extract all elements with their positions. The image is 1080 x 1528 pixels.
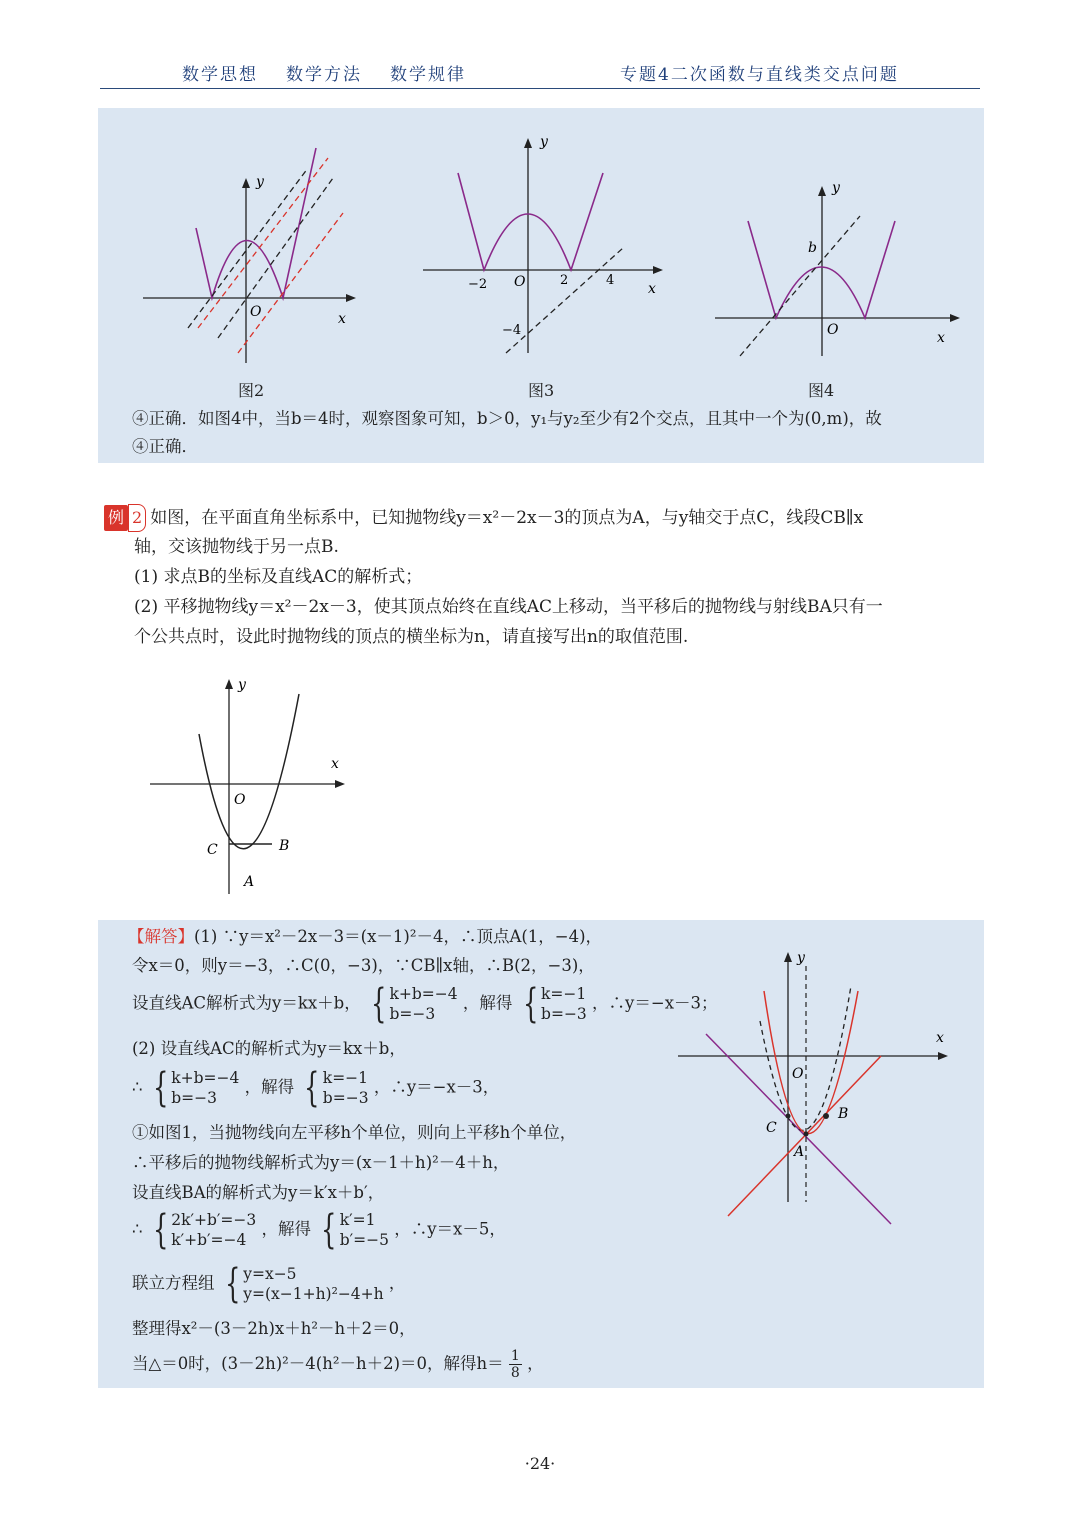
equation-system-6: { k′=1 b′=−5	[321, 1207, 389, 1253]
fig3-label-y: y	[540, 134, 548, 150]
solution-text-12a: 当△＝0时，(3－2h)²－4(h²－h＋2)＝0，解得h＝	[132, 1354, 504, 1373]
equation-system-3: { k+b=−4 b=−3	[152, 1065, 240, 1111]
fig2-dashed-red-2	[238, 213, 343, 353]
fig3-tick-2: 2	[560, 273, 569, 288]
page-number: ·24·	[524, 1454, 556, 1473]
fig2-curve	[196, 148, 316, 298]
solution-text-3a: 设直线AC解析式为y＝kx＋b，	[132, 993, 361, 1013]
fig3-dashed-line	[506, 248, 623, 353]
fraction-numerator: 1	[510, 1348, 520, 1364]
solfig-label-a: A	[794, 1144, 805, 1160]
example-question-2a: (2) 平移抛物线y＝x²－2x－3，使其顶点始终在直线AC上移动，当平移后的抛物线与射线BA只有一	[134, 597, 883, 617]
fig2-dashed-black-1	[188, 168, 308, 328]
fig4-label-b: b	[808, 240, 817, 256]
solution-figure	[676, 946, 966, 1226]
sys7-row2: y=(x−1+h)²−4+h	[243, 1285, 384, 1303]
exfig-label-y: y	[238, 677, 246, 693]
solution-text-3c: ，∴y＝−x－3；	[592, 993, 718, 1013]
solfig-label-c: C	[766, 1120, 777, 1136]
solfig-point-b	[823, 1113, 829, 1119]
solution-line-3	[132, 981, 718, 1027]
fig3-caption: 图3	[528, 381, 555, 400]
example-number: 2	[128, 504, 146, 532]
fig4-label-y: y	[832, 180, 840, 196]
fig3-label-x: x	[648, 281, 656, 297]
sys6-row1: k′=1	[339, 1211, 376, 1229]
fig4-label-x: x	[937, 330, 945, 346]
solfig-label-x: x	[936, 1030, 944, 1046]
equation-system-5: { 2k′+b′=−3 k′+b′=−4	[152, 1207, 257, 1253]
example-figure	[145, 672, 355, 902]
fig4-dashed-line	[740, 216, 860, 356]
solution-text-5c: ，∴y＝−x－3，	[373, 1077, 500, 1097]
fraction-h	[509, 1348, 522, 1381]
sys3-row1: k+b=−4	[171, 1069, 240, 1087]
equation-system-7: { y=x−5 y=(x−1+h)²−4+h	[224, 1261, 384, 1307]
header-tag-method: 数学方法	[286, 65, 362, 85]
solfig-label-b: B	[838, 1106, 849, 1122]
solution-label: 【解答】	[128, 927, 194, 946]
box1-text-line1: ④正确．如图4中，当b＝4时，观察图象可知，b＞0，y₁与y₂至少有2个交点，且其中一个为(0,m)，故	[132, 409, 882, 428]
fig4-y-arrow	[818, 186, 826, 196]
solfig-label-y: y	[797, 950, 805, 966]
header-tag-thought: 数学思想	[182, 65, 258, 85]
solution-line-9	[132, 1207, 506, 1253]
fig3-curve	[458, 173, 603, 270]
solution-text-9b: ，解得	[261, 1219, 311, 1239]
equation-system-2: { k=−1 b=−3	[522, 981, 587, 1027]
solfig-y-arrow	[784, 952, 792, 962]
solution-line-1	[128, 926, 602, 948]
solution-line-5	[132, 1065, 500, 1111]
fig2-dashed-black-2	[218, 178, 333, 338]
sys7-row1: y=x−5	[243, 1265, 297, 1283]
example-question-2b: 个公共点时，设此时抛物线的顶点的横坐标为n，请直接写出n的取值范围.	[134, 627, 689, 647]
sys1-row1: k+b=−4	[389, 985, 458, 1003]
solfig-line-ac	[706, 1034, 891, 1224]
sys6-row2: b′=−5	[339, 1231, 389, 1249]
solution-text-3b: ，解得	[462, 993, 513, 1013]
equation-system-4: { k=−1 b=−3	[304, 1065, 369, 1111]
solution-line-11: 整理得x²－(3－2h)x＋h²－h＋2＝0，	[132, 1319, 416, 1338]
exfig-label-a: A	[244, 874, 255, 890]
solfig-point-c	[786, 1114, 791, 1119]
fig3-tick-4: 4	[606, 273, 615, 288]
sys1-row2: b=−3	[389, 1005, 436, 1023]
example-line1	[104, 504, 863, 532]
sys4-row1: k=−1	[322, 1069, 369, 1087]
solution-line-8: 设直线BA的解析式为y＝k′x＋b′，	[132, 1183, 385, 1202]
sys2-row1: k=−1	[541, 985, 587, 1003]
fig3-x-arrow	[653, 266, 663, 274]
fig2-label-y: y	[256, 174, 264, 190]
solution-text-10a: 联立方程组	[132, 1273, 215, 1293]
header-topic-title: 专题4二次函数与直线类交点问题	[620, 65, 899, 85]
figure-3	[418, 128, 668, 358]
fig4-label-o: O	[827, 322, 839, 338]
solution-continued-box	[98, 108, 984, 463]
exfig-label-x: x	[331, 756, 339, 772]
fig2-x-arrow	[346, 294, 356, 302]
fig2-label-o: O	[250, 304, 262, 320]
header-tag-rule: 数学规律	[390, 65, 466, 85]
equation-system-1: { k+b=−4 b=−3	[371, 981, 458, 1027]
example-question-1: (1) 求点B的坐标及直线AC的解析式；	[134, 567, 423, 587]
solution-text-9c: ，∴y＝x－5，	[394, 1219, 506, 1239]
solution-text-9a: ∴	[132, 1219, 143, 1239]
figure-4	[710, 176, 970, 376]
solution-line-2: 令x＝0，则y＝−3，∴C(0，−3)，∵CB∥x轴，∴B(2，−3)，	[132, 956, 595, 975]
exfig-label-c: C	[207, 842, 218, 858]
solution-line-4: (2) 设直线AC的解析式为y＝kx＋b，	[132, 1039, 406, 1058]
solution-line-6: ①如图1，当抛物线向左平移h个单位，则向上平移h个单位，	[132, 1123, 577, 1142]
fig4-x-arrow	[950, 314, 960, 322]
solfig-point-a	[804, 1132, 809, 1137]
fig3-tick-neg4: −4	[502, 323, 522, 338]
figure-2	[138, 138, 368, 378]
solution-line-10	[132, 1261, 406, 1307]
fraction-denominator: 8	[510, 1365, 520, 1381]
solution-box	[98, 920, 984, 1388]
exfig-y-arrow	[225, 679, 233, 689]
fig4-caption: 图4	[808, 381, 835, 400]
example-text-1: 如图，在平面直角坐标系中，已知抛物线y＝x²－2x－3的顶点为A，与y轴交于点C，线段CB∥x	[150, 508, 864, 528]
box1-text-line2: ④正确．	[132, 437, 198, 456]
fig3-y-arrow	[524, 138, 532, 148]
solution-text-5b: ，解得	[244, 1077, 295, 1097]
solfig-label-o: O	[792, 1066, 804, 1082]
fig2-label-x: x	[338, 311, 346, 327]
sys5-row1: 2k′+b′=−3	[171, 1211, 257, 1229]
fig3-label-o: O	[514, 274, 526, 290]
exfig-x-arrow	[335, 780, 345, 788]
example-tag: 例	[104, 505, 128, 531]
sys3-row2: b=−3	[171, 1089, 217, 1107]
sys4-row2: b=−3	[322, 1089, 369, 1107]
example-line2: 轴，交该抛物线于另一点B.	[134, 537, 339, 557]
exfig-label-o: O	[234, 792, 246, 808]
fig2-caption: 图2	[238, 381, 265, 400]
solution-line-12	[132, 1348, 544, 1381]
page-header	[100, 56, 980, 89]
solution-text-5a: ∴	[132, 1077, 143, 1097]
sys2-row2: b=−3	[541, 1005, 587, 1023]
solution-text-1: (1) ∵y＝x²－2x－3＝(x－1)²－4，∴顶点A(1，−4)，	[194, 927, 603, 946]
solution-text-12b: ，	[527, 1354, 544, 1373]
exfig-label-b: B	[279, 838, 290, 854]
exfig-parabola	[199, 694, 299, 849]
solfig-x-arrow	[938, 1052, 948, 1060]
fig3-tick-neg2: −2	[468, 277, 488, 292]
solution-text-10b: ，	[388, 1273, 406, 1293]
fig2-y-arrow	[242, 178, 250, 188]
sys5-row2: k′+b′=−4	[171, 1231, 247, 1249]
solution-line-7: ∴平移后的抛物线解析式为y＝(x－1＋h)²－4＋h，	[132, 1153, 510, 1172]
